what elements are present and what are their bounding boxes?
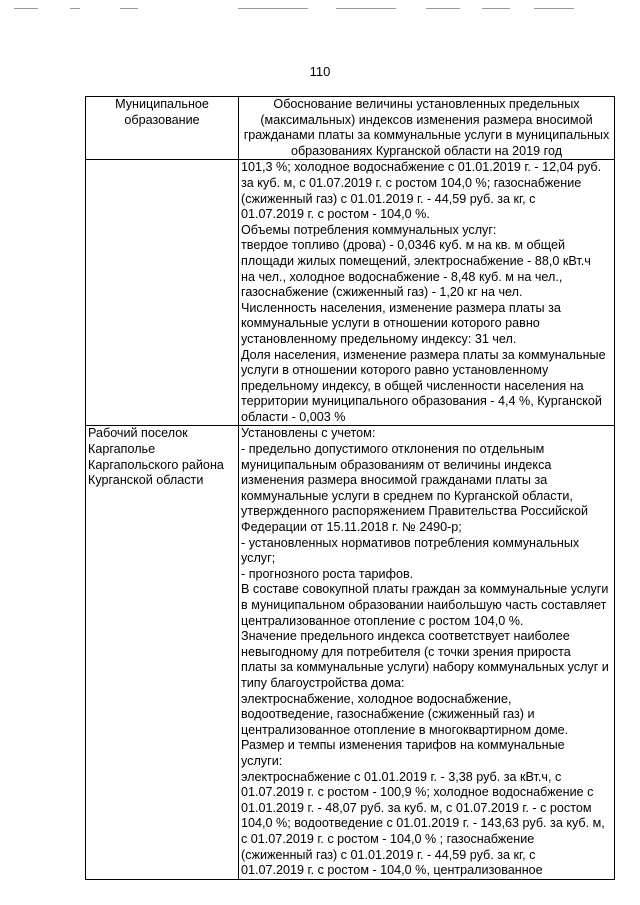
justification-line: - прогнозного роста тарифов. [241, 566, 414, 581]
justification-line: 101,3 %; холодное водоснабжение с 01.01.2019 г. - 12,04 руб. [241, 160, 602, 175]
header-line: Муниципальное [115, 97, 209, 111]
justification-line: газоснабжение (сжиженный газ) - 1,20 кг на чел. [241, 285, 523, 300]
justification-line: предельному индексу, в общей численности населения на [241, 378, 584, 393]
scan-artifact [238, 8, 308, 9]
justification-line: централизованное отопление в многоквартирном доме. [241, 722, 569, 737]
justification-line: Размер и темпы изменения тарифов на коммунальные [241, 738, 565, 753]
scan-artifact [70, 8, 80, 9]
justification-line: (сжиженный газ) с 01.01.2019 г. - 44,59 руб. за кг, с [241, 191, 536, 206]
justification-line: утвержденного распоряжением Правительства Российской [241, 504, 589, 519]
scan-artifact [120, 8, 138, 9]
header-line: Обоснование величины установленных предельных [273, 97, 580, 111]
justification-line: Значение предельного индекса соответствует наиболее [241, 629, 570, 644]
justification-line: в муниципальном образовании наибольшую часть составляет [241, 598, 607, 612]
justification-line: установленному предельному индексу: 31 чел. [241, 331, 517, 346]
justification-table [85, 96, 615, 880]
table-header-row [86, 97, 615, 160]
justification-line: коммунальные услуги в среднем по Курганской области, [241, 488, 573, 503]
justification-line: 01.01.2019 г. - 48,07 руб. за куб. м, с 01.07.2019 г. - с ростом [241, 800, 592, 815]
justification-cell [239, 160, 615, 426]
table-row [86, 160, 615, 426]
header-justification [239, 97, 615, 160]
scan-artifact [336, 8, 396, 9]
justification-line: электроснабжение, холодное водоснабжение, [241, 691, 512, 706]
justification-line: Федерации от 15.11.2018 г. № 2490-р; [241, 520, 462, 535]
page-number: 110 [309, 64, 331, 79]
table-body [86, 97, 615, 880]
municipality-line: Каргаполье [88, 442, 156, 457]
justification-line: области - 0,003 % [241, 409, 346, 424]
justification-line: 01.07.2019 г. с ростом - 100,9 %; холодное водоснабжение с [241, 785, 594, 800]
justification-line: на чел., холодное водоснабжение - 8,48 куб. м на чел., [241, 269, 563, 284]
justification-line: (сжиженный газ) с 01.01.2019 г. - 44,59 руб. за кг, с [241, 847, 536, 862]
justification-line: централизованное отопление с ростом 104,0 %. [241, 613, 524, 628]
justification-line: 01.07.2019 г. с ростом - 104,0 %, централизованное [241, 863, 543, 878]
justification-line: - установленных нормативов потребления коммунальных [241, 535, 580, 550]
municipality-line: Каргапольского района [88, 457, 224, 472]
justification-line: услуги: [241, 753, 283, 768]
justification-line: твердое топливо (дрова) - 0,0346 куб. м на кв. м общей [241, 238, 566, 253]
header-line: (максимальных) индексов изменения размера вносимой [260, 112, 593, 127]
justification-line: платы за коммунальные услуги) набору коммунальных услуг и [241, 660, 609, 675]
header-line: образованиях Курганской области на 2019 год [290, 143, 563, 158]
justification-line: услуги в отношении которого равно установленному [241, 363, 549, 378]
justification-line: Доля населения, изменение размера платы за коммунальные [241, 347, 606, 362]
scan-artifact [534, 8, 574, 9]
justification-line: изменения размера вносимой гражданами платы за [241, 473, 548, 488]
header-line: образование [124, 112, 200, 127]
justification-line: услуг; [241, 551, 276, 566]
justification-line: площади жилых помещений, электроснабжение - 88,0 кВт.ч [241, 253, 591, 268]
justification-line: Численность населения, изменение размера платы за [241, 300, 561, 315]
header-line: гражданами платы за коммунальные услуги в муниципальных [243, 128, 610, 143]
justification-line: муниципальным образованиям от величины индекса [241, 457, 552, 472]
municipality-cell [86, 160, 239, 426]
justification-line: территории муниципального образования - 4,4 %, Курганской [241, 394, 602, 409]
table-row [86, 426, 615, 879]
scan-artifact [482, 8, 510, 9]
justification-line: коммунальные услуги в отношении которого равно [241, 316, 540, 331]
municipality-line: Рабочий поселок [88, 426, 188, 441]
justification-line: Установлены с учетом: [241, 426, 376, 441]
municipality-line: Курганской области [88, 473, 204, 488]
justification-line: 104,0 %; водоотведение с 01.01.2019 г. - 143,63 руб. за куб. м, [241, 816, 605, 831]
justification-cell [239, 426, 615, 879]
justification-line: с 01.07.2019 г. с ростом - 104,0 % ; газоснабжение [241, 831, 535, 846]
justification-line: - предельно допустимого отклонения по отдельным [241, 442, 545, 457]
justification-line: В составе совокупной платы граждан за коммунальные услуги [241, 582, 609, 597]
justification-line: Объемы потребления коммунальных услуг: [241, 222, 497, 237]
justification-line: 01.07.2019 г. с ростом - 104,0 %. [241, 207, 430, 222]
header-municipality [86, 97, 239, 160]
justification-line: невыгодному для потребителя (с точки зрения прироста [241, 644, 571, 659]
justification-line: водоотведение, газоснабжение (сжиженный газ) и [241, 707, 535, 722]
scan-artifact [426, 8, 460, 9]
justification-line: типу благоустройства дома: [241, 675, 405, 690]
scan-artifact [14, 8, 38, 9]
municipality-cell [86, 426, 239, 879]
justification-line: за куб. м, с 01.07.2019 г. с ростом 104,0 %; газоснабжение [241, 175, 582, 190]
justification-line: электроснабжение с 01.01.2019 г. - 3,38 руб. за кВт.ч, с [241, 769, 562, 784]
